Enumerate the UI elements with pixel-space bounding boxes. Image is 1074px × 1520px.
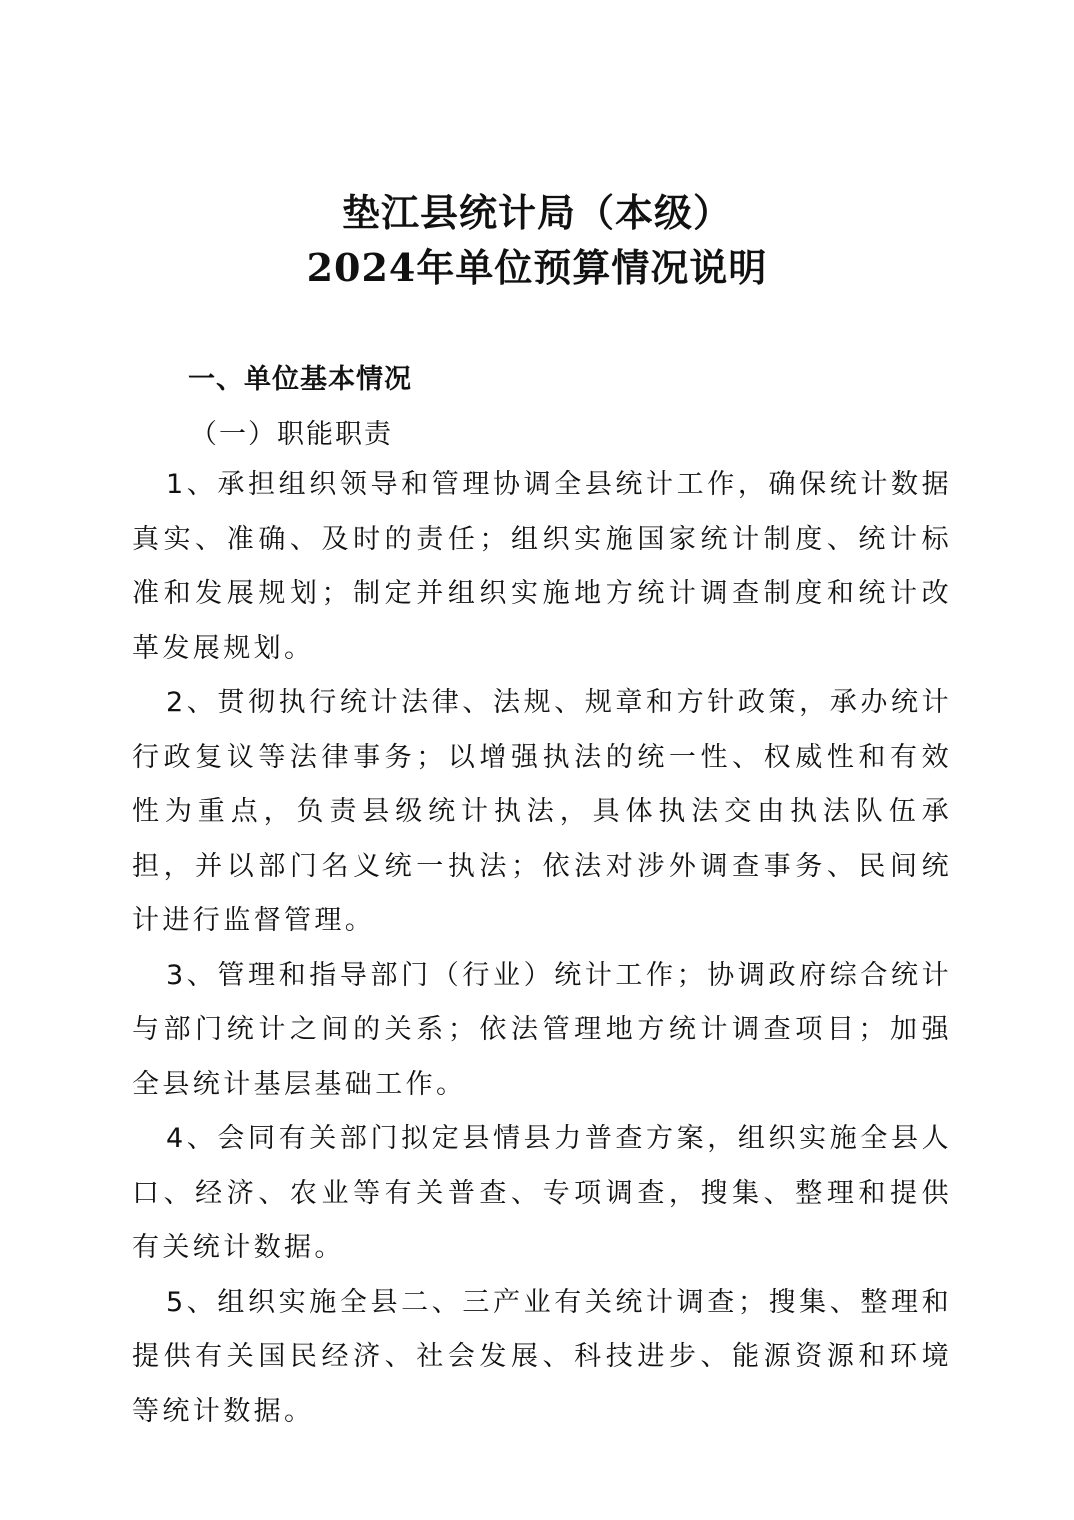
section-heading-basic-info: 一、单位基本情况 [188, 364, 412, 395]
duty-paragraph-2: 2、贯彻执行统计法律、法规、规章和方针政策，承办统计行政复议等法律事务；以增强执法的统一性、权威性和有效性为重点，负责县级统计执法，具体执法交由执法队伍承担，并以部门名义统一执法；依法对涉外调查事务、民间统计进行监督管理。 [132, 687, 952, 936]
duty-paragraph-1: 1、承担组织领导和管理协调全县统计工作，确保统计数据真实、准确、及时的责任；组织实施国家统计制度、统计标准和发展规划；制定并组织实施地方统计调查制度和统计改革发展规划。 [132, 469, 952, 664]
document-title-line-1: 垫江县统计局（本级） [341, 190, 732, 235]
duty-paragraph-5: 5、组织实施全县二、三产业有关统计调查；搜集、整理和提供有关国民经济、社会发展、科技进步、能源资源和环境等统计数据。 [132, 1286, 952, 1427]
duty-paragraph-3: 3、管理和指导部门（行业）统计工作；协调政府综合统计与部门统计之间的关系；依法管理地方统计调查项目；加强全县统计基层基础工作。 [132, 959, 952, 1100]
document-title-line-2: 2024年单位预算情况说明 [306, 245, 768, 290]
duty-paragraph-4: 4、会同有关部门拟定县情县力普查方案，组织实施全县人口、经济、农业等有关普查、专项调查，搜集、整理和提供有关统计数据。 [132, 1123, 952, 1263]
subsection-heading-duties: （一）职能职责 [190, 419, 393, 450]
document-body [132, 458, 952, 1439]
